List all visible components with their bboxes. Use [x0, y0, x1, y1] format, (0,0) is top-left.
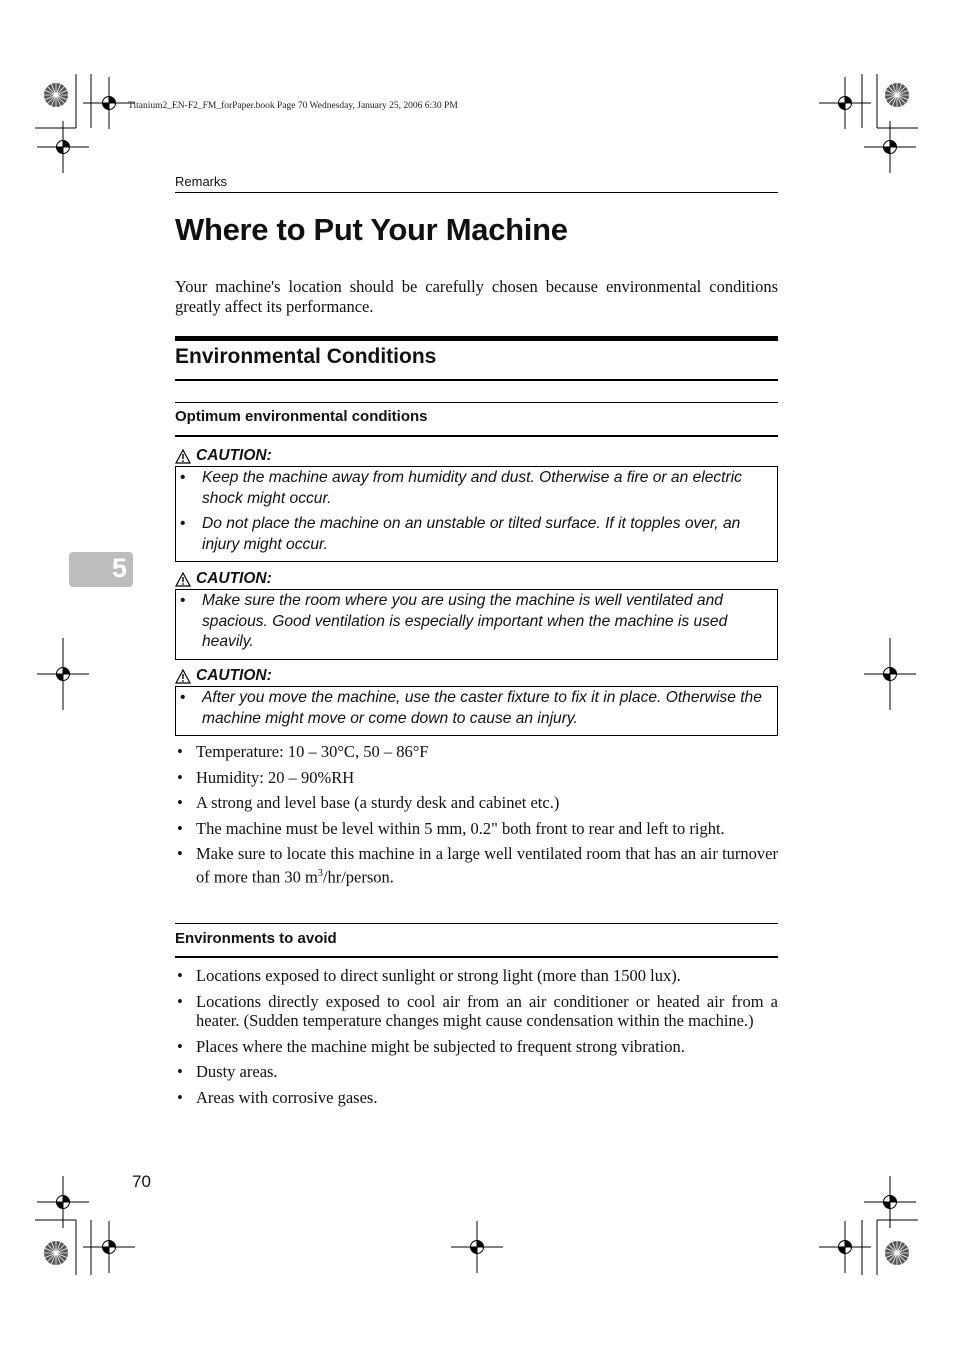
list-item: • Humidity: 20 – 90%RH	[177, 767, 355, 787]
caution-label	[175, 447, 272, 465]
registration-crosshair-icon	[819, 1221, 871, 1273]
intro-paragraph: Your machine's location should be carefully chosen because environmental conditions greatly affect its performance.	[175, 277, 778, 316]
color-wheel-icon	[885, 83, 909, 107]
section-title: Environmental Conditions	[175, 345, 437, 368]
caution-item-text: Make sure the room where you are using the machine is well ventilated and spacious. Good ventilation is especially important when the machine is used heavily.	[202, 592, 728, 650]
caution-item-text: Do not place the machine on an unstable or tilted surface. If it topples over, an injury might occur.	[202, 515, 741, 553]
caution-item: • Make sure the room where you are using the machine is well ventilated and spacious. Good ventilation is especially important when the machine is used heavily.	[180, 592, 728, 650]
page-title: Where to Put Your Machine	[175, 212, 568, 247]
page-number: 70	[132, 1172, 151, 1191]
registration-crosshair-icon	[819, 77, 871, 129]
caution-box	[175, 686, 778, 736]
list-item: • Locations directly exposed to cool air from an air conditioner or heated air from a heater. (Sudden temperature changes might cause condensation within the machine.)	[177, 991, 778, 1030]
section-rule-bottom	[175, 379, 778, 381]
subsection-rule-bottom	[175, 956, 778, 958]
caution-item-text: After you move the machine, use the caster fixture to fix it in place. Otherwise the machine might move or come down to cause an injury.	[202, 689, 762, 727]
color-wheel-icon	[44, 83, 68, 107]
caution-label	[175, 667, 272, 685]
color-wheel-icon	[44, 1241, 68, 1265]
running-head-rule	[175, 192, 778, 193]
warning-triangle-icon	[175, 449, 191, 464]
registration-crosshair-icon	[451, 1221, 503, 1273]
list-item: • A strong and level base (a sturdy desk and cabinet etc.)	[177, 793, 560, 812]
list-item: • Locations exposed to direct sunlight or strong light (more than 1500 lux).	[177, 966, 681, 985]
caution-box	[175, 466, 778, 562]
optimum-conditions-list	[175, 742, 778, 887]
caution-box	[175, 589, 778, 660]
list-item: • Places where the machine might be subjected to frequent strong vibration.	[177, 1036, 685, 1056]
list-item: • The machine must be level within 5 mm, 0.2" both front to rear and left to right.	[177, 818, 725, 838]
section-rule-top	[175, 336, 778, 341]
caution-label	[175, 570, 272, 588]
color-wheel-icon	[885, 1241, 909, 1265]
caution-label-text: CAUTION:	[196, 447, 272, 464]
caution-label-text: CAUTION:	[196, 667, 272, 684]
subsection-title-avoid: Environments to avoid	[175, 930, 337, 947]
list-item: • Temperature: 10 – 30°C, 50 – 86°F	[177, 742, 429, 761]
subsection-rule-top	[175, 923, 778, 924]
subsection-rule-top	[175, 402, 778, 403]
print-header: Titanium2_EN-F2_FM_forPaper.book Page 70 Wednesday, January 25, 2006 6:30 PM	[128, 101, 458, 111]
list-item: • Areas with corrosive gases.	[177, 1087, 378, 1107]
warning-triangle-icon	[175, 669, 191, 684]
environments-to-avoid-list	[175, 966, 778, 1107]
running-head: Remarks	[175, 174, 228, 189]
warning-triangle-icon	[175, 572, 191, 587]
caution-item-text: Keep the machine away from humidity and dust. Otherwise a fire or an electric shock might occur.	[202, 469, 742, 507]
list-item: • Make sure to locate this machine in a large well ventilated room that has an air turnover of more than 30 $m^3/hr$/person.	[177, 844, 778, 886]
subsection-title-optimum: Optimum environmental conditions	[175, 408, 428, 425]
list-item: • Dusty areas.	[177, 1062, 278, 1081]
caution-item: • Keep the machine away from humidity and dust. Otherwise a fire or an electric shock might occur.	[180, 469, 742, 507]
subsection-rule-bottom	[175, 435, 778, 437]
caution-label-text: CAUTION:	[196, 570, 272, 587]
caution-item: • Do not place the machine on an unstable or tilted surface. If it topples over, an injury might occur.	[180, 515, 741, 553]
caution-item: • After you move the machine, use the caster fixture to fix it in place. Otherwise the machine might move or come down to cause an injury.	[180, 689, 762, 727]
registration-crosshair-icon	[864, 121, 916, 173]
chapter-number: 5	[112, 553, 128, 583]
registration-crosshair-icon	[37, 121, 89, 173]
